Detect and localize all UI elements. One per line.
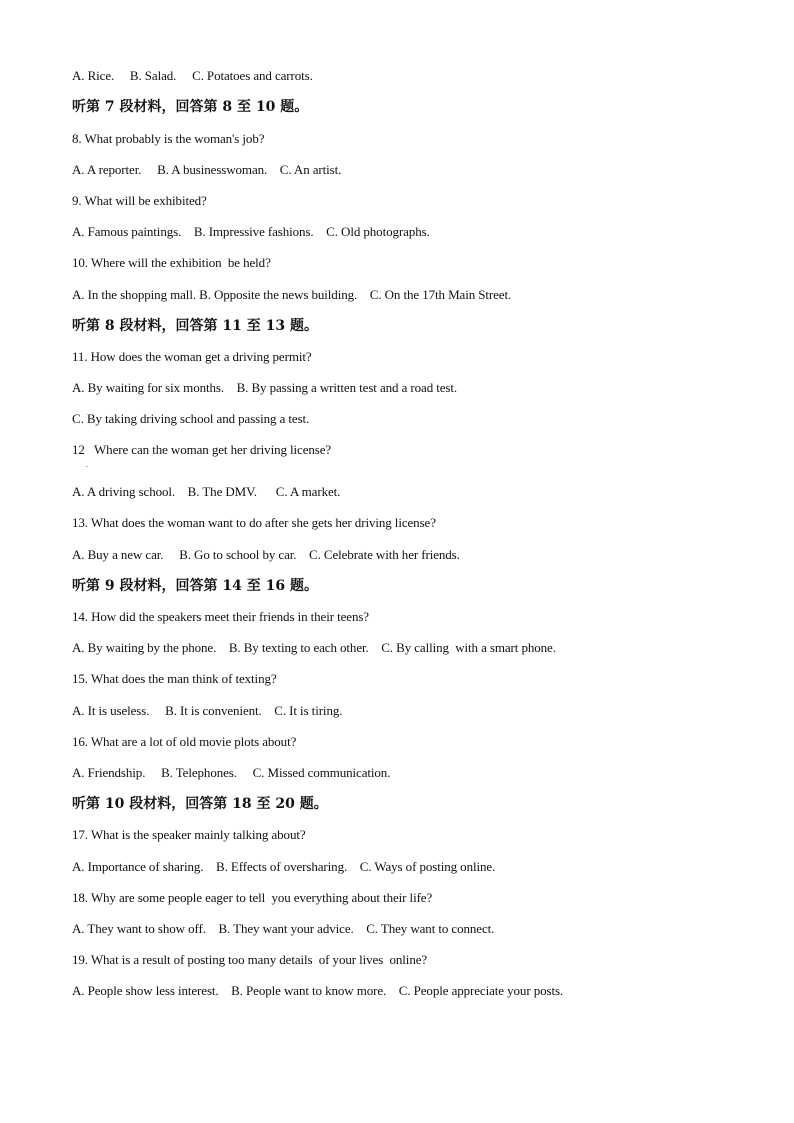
question-10: 10. Where will the exhibition be held? bbox=[72, 255, 271, 270]
question-15: 15. What does the man think of texting? bbox=[72, 671, 277, 686]
answer-options-14: A. By waiting by the phone. B. By texting to each other. C. By calling with a smart phone. bbox=[72, 640, 556, 655]
section-heading-8: 听第 8 段材料，回答第 11 至 13 题。 bbox=[72, 318, 318, 334]
answer-options-19: A. People show less interest. B. People want to know more. C. People appreciate your posts. bbox=[72, 983, 564, 998]
question-9: 9. What will be exhibited? bbox=[72, 193, 207, 208]
answer-options-7: A. Rice. B. Salad. C. Potatoes and carrots. bbox=[72, 68, 313, 83]
answer-options-12: A. A driving school. B. The DMV. C. A market. bbox=[72, 484, 341, 499]
answer-options-8: A. A reporter. B. A businesswoman. C. An artist. bbox=[72, 162, 342, 177]
answer-options-16: A. Friendship. B. Telephones. C. Missed communication. bbox=[72, 765, 391, 780]
question-14: 14. How did the speakers meet their friends in their teens? bbox=[72, 609, 369, 624]
answer-options-11-ab: A. By waiting for six months. B. By passing a written test and a road test. bbox=[72, 380, 458, 395]
answer-options-13: A. Buy a new car. B. Go to school by car. C. Celebrate with her friends. bbox=[72, 547, 460, 562]
section-heading-9: 听第 9 段材料，回答第 14 至 16 题。 bbox=[72, 578, 318, 594]
question-8: 8. What probably is the woman's job? bbox=[72, 131, 265, 146]
answer-options-17: A. Importance of sharing. B. Effects of oversharing. C. Ways of posting online. bbox=[72, 859, 496, 874]
stray-mark: . bbox=[86, 460, 88, 469]
section-heading-10: 听第 10 段材料，回答第 18 至 20 题。 bbox=[72, 796, 328, 812]
question-16: 16. What are a lot of old movie plots about? bbox=[72, 734, 297, 749]
question-17: 17. What is the speaker mainly talking about? bbox=[72, 827, 306, 842]
answer-options-18: A. They want to show off. B. They want your advice. C. They want to connect. bbox=[72, 921, 495, 936]
question-11: 11. How does the woman get a driving permit? bbox=[72, 349, 312, 364]
question-18: 18. Why are some people eager to tell you everything about their life? bbox=[72, 890, 433, 905]
answer-options-10: A. In the shopping mall. B. Opposite the news building. C. On the 17th Main Street. bbox=[72, 287, 512, 302]
question-19: 19. What is a result of posting too many details of your lives online? bbox=[72, 952, 428, 967]
answer-options-11-c: C. By taking driving school and passing a test. bbox=[72, 411, 310, 426]
answer-options-15: A. It is useless. B. It is convenient. C. It is tiring. bbox=[72, 703, 343, 718]
answer-options-9: A. Famous paintings. B. Impressive fashions. C. Old photographs. bbox=[72, 224, 430, 239]
section-heading-7: 听第 7 段材料，回答第 8 至 10 题。 bbox=[72, 99, 309, 115]
question-12: 12 Where can the woman get her driving license? bbox=[72, 442, 332, 457]
question-13: 13. What does the woman want to do after she gets her driving license? bbox=[72, 515, 436, 530]
